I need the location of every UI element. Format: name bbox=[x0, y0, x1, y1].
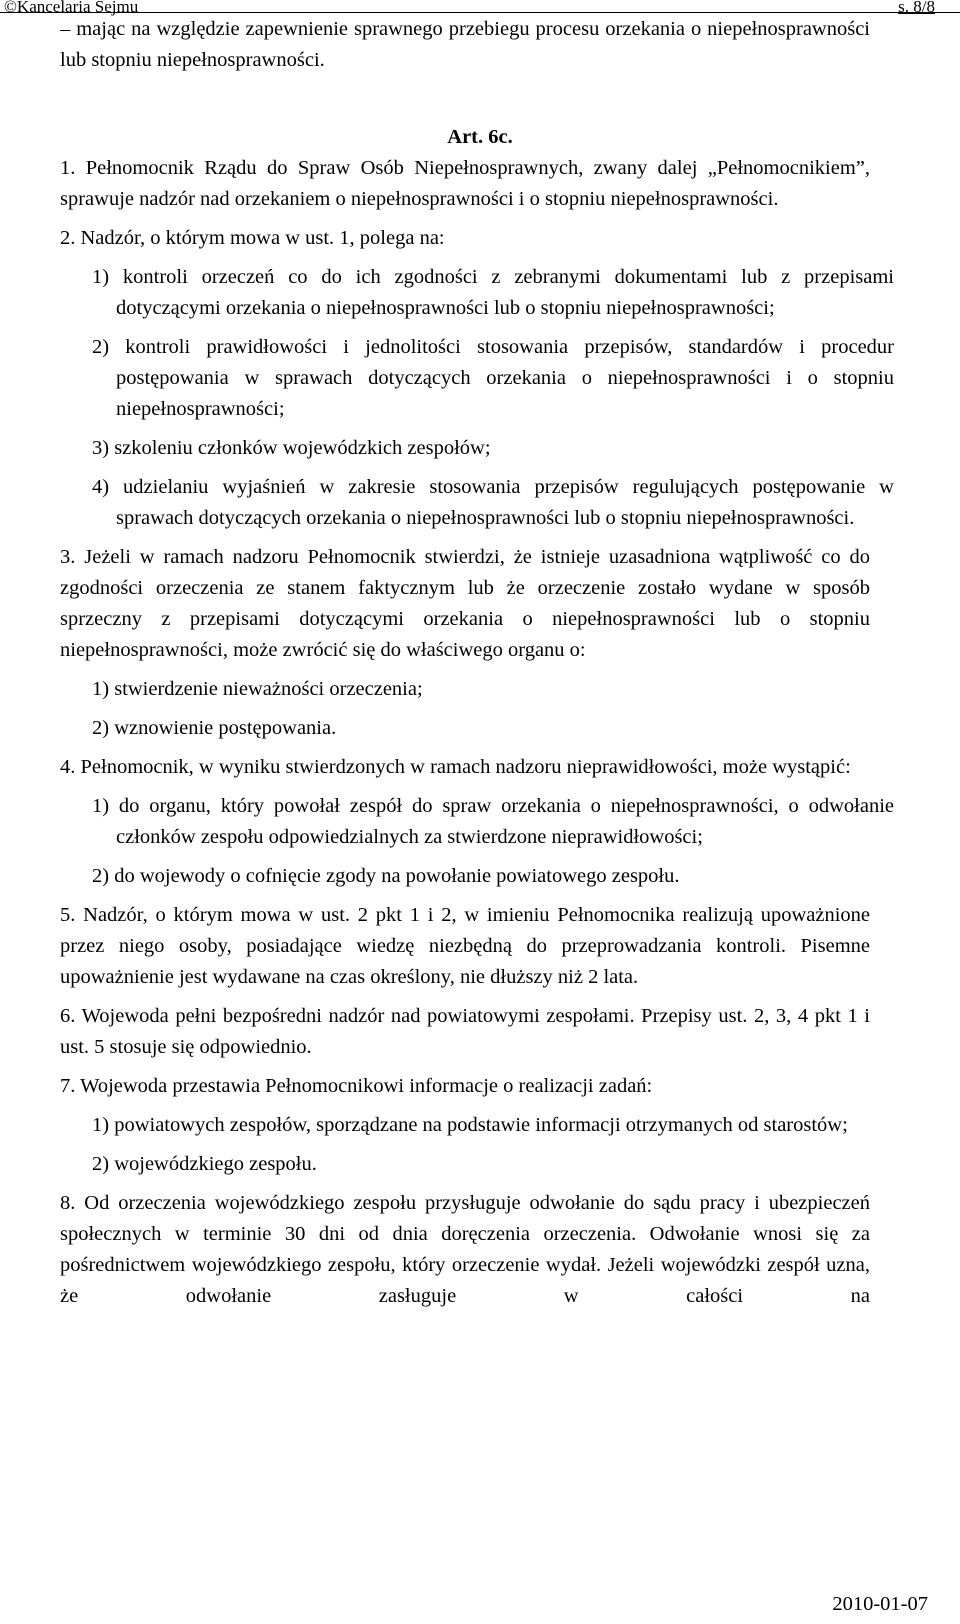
section-5: 5. Nadzór, o którym mowa w ust. 2 pkt 1 i 2, w imieniu Pełnomocnika realizują upoważnione przez niego osoby, posiadające wiedzę niezbędną do przeprowadzania kontroli. Pisemne upoważnienie jest wydawane na czas określony, nie dłuższy niż 2 lata. bbox=[60, 904, 870, 988]
article-title: Art. 6c. bbox=[447, 126, 513, 148]
section-7-item-1: 1) powiatowych zespołów, sporządzane na podstawie informacji otrzymanych od starostów; bbox=[92, 1114, 848, 1136]
section-2-item-4: 4) udzielaniu wyjaśnień w zakresie stosowania przepisów regulujących postępowanie w sprawach dotyczących orzekania o niepełnosprawności lub o stopniu niepełnosprawności. bbox=[92, 476, 894, 529]
section-1: 1. Pełnomocnik Rządu do Spraw Osób Niepełnosprawnych, zwany dalej „Pełnomocnikiem”, sprawuje nadzór nad orzekaniem o niepełnosprawności i o stopniu niepełnosprawności. bbox=[60, 157, 870, 210]
section-3-item-1: 1) stwierdzenie nieważności orzeczenia; bbox=[92, 678, 423, 700]
header-page-number: s. 8/8 bbox=[898, 0, 935, 16]
section-7-item-2: 2) wojewódzkiego zespołu. bbox=[92, 1153, 317, 1175]
section-6: 6. Wojewoda pełni bezpośredni nadzór nad powiatowymi zespołami. Przepisy ust. 2, 3, 4 pkt 1 i ust. 5 stosuje się odpowiednio. bbox=[60, 1005, 870, 1058]
document-body bbox=[0, 14, 960, 1312]
header-divider bbox=[0, 12, 960, 13]
section-2-item-2: 2) kontroli prawidłowości i jednolitości stosowania przepisów, standardów i procedur postępowania w sprawach dotyczących orzekania o niepełnosprawności i o stopniu niepełnosprawności; bbox=[92, 336, 894, 420]
header-source: ©Kancelaria Sejmu bbox=[4, 0, 139, 16]
section-3-item-2: 2) wznowienie postępowania. bbox=[92, 717, 337, 739]
section-3: 3. Jeżeli w ramach nadzoru Pełnomocnik stwierdzi, że istnieje uzasadniona wątpliwość co do zgodności orzeczenia ze stanem faktycznym lub że orzeczenie zostało wydane w sposób sprzeczny z przepisami dotyczącymi orzekania o niepełnosprawności lub o stopniu niepełnosprawności, może zwrócić się do właściwego organu o: bbox=[60, 546, 870, 661]
section-2-item-1: 1) kontroli orzeczeń co do ich zgodności z zebranymi dokumentami lub z przepisami dotyczącymi orzekania o niepełnosprawności lub o stopniu niepełnosprawności; bbox=[92, 266, 894, 319]
section-8: 8. Od orzeczenia wojewódzkiego zespołu przysługuje odwołanie do sądu pracy i ubezpieczeń społecznych w terminie 30 dni od dnia doręczenia orzeczenia. Odwołanie wnosi się za pośrednictwem wojewódzkiego zespołu, który orzeczenie wydał. Jeżeli wojewódzki zespół uzna, że odwołanie zasługuje w całości na bbox=[60, 1192, 870, 1307]
section-2: 2. Nadzór, o którym mowa w ust. 1, polega na: bbox=[60, 227, 445, 249]
section-2-item-3: 3) szkoleniu członków wojewódzkich zespołów; bbox=[92, 437, 491, 459]
section-4: 4. Pełnomocnik, w wyniku stwierdzonych w ramach nadzoru nieprawidłowości, może wystąpić: bbox=[60, 756, 851, 778]
section-4-item-1: 1) do organu, który powołał zespół do spraw orzekania o niepełnosprawności, o odwołanie członków zespołu odpowiedzialnych za stwierdzone nieprawidłowości; bbox=[92, 795, 894, 848]
section-4-item-2: 2) do wojewody o cofnięcie zgody na powołanie powiatowego zespołu. bbox=[92, 865, 680, 887]
section-7: 7. Wojewoda przestawia Pełnomocnikowi informacje o realizacji zadań: bbox=[60, 1075, 653, 1097]
footer-date: 2010-01-07 bbox=[832, 1593, 928, 1615]
intro-paragraph: – mając na względzie zapewnienie sprawnego przebiegu procesu orzekania o niepełnosprawności lub stopniu niepełnosprawności. bbox=[60, 18, 870, 71]
